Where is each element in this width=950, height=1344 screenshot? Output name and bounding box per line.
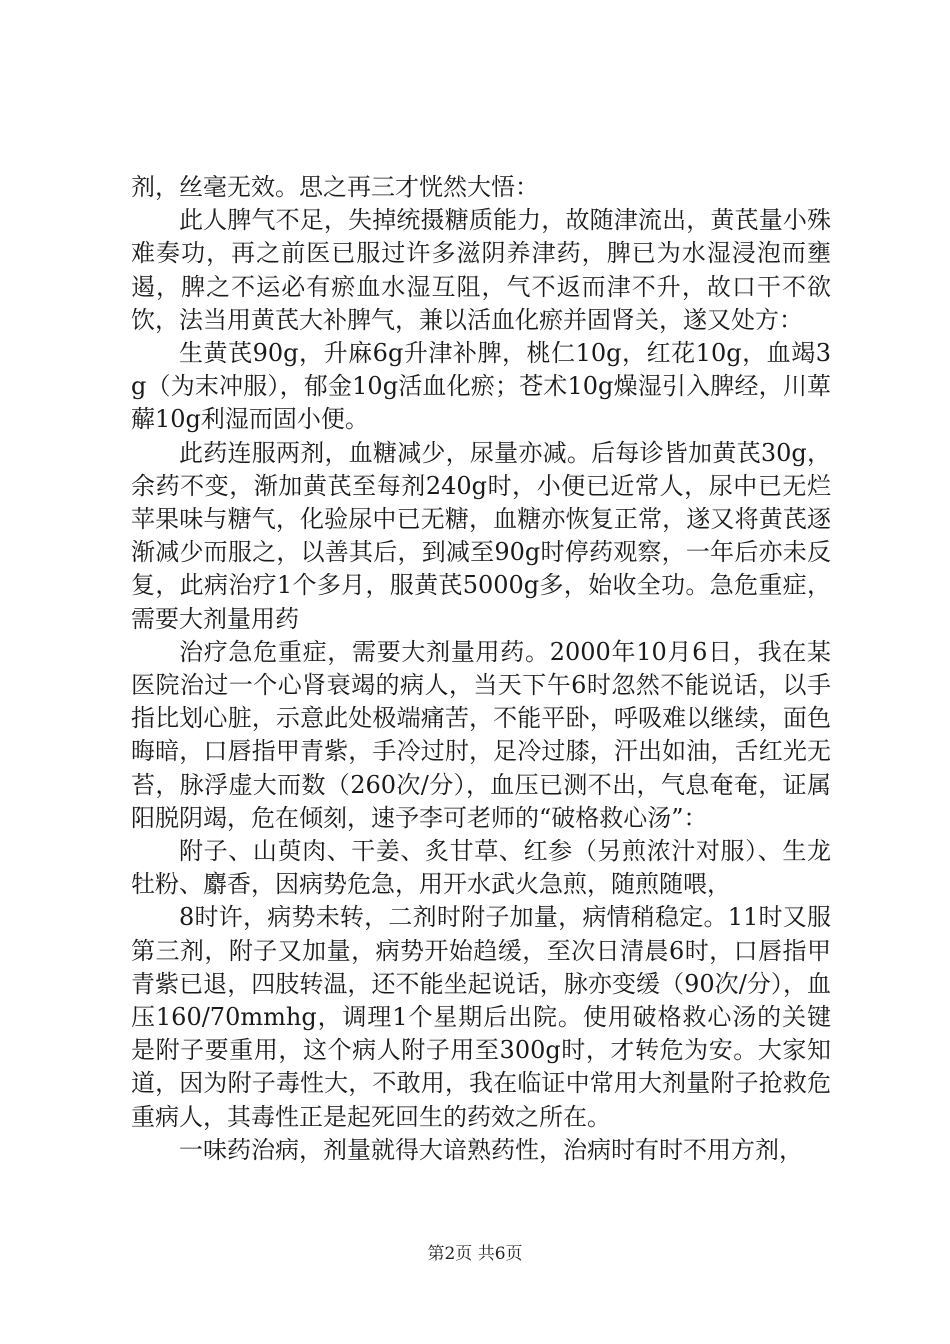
- document-body: [131, 171, 831, 1167]
- paragraph-7: 8时许，病势未转，二剂时附子加量，病情稍稳定。11时又服第三剂，附子又加量，病势开始趋缓，至次日清晨6时，口唇指甲青紫已退，四肢转温，还不能坐起说话，脉亦变缓（90次/分），血压160/70mmhg，调理1个星期后出院。使用破格救心汤的关键是附子要重用，这个病人附子用至300g时，才转危为安。大家知道，因为附子毒性大，不敢用，我在临证中常用大剂量附子抢救危重病人，其毒性正是起死回生的药效之所在。: [131, 903, 831, 1131]
- page-number-label: 第2页 共6页: [427, 1244, 523, 1264]
- paragraph-8: 一味药治病，剂量就得大谙熟药性，治病时有时不用方剂，: [179, 1135, 803, 1164]
- paragraph-6: 附子、山萸肉、干姜、炙甘草、红参（另煎浓汁对服）、生龙牡粉、麝香，因病势危急，用开水武火急煎，随煎随喂，: [131, 837, 831, 899]
- paragraph-5: 治疗急危重症，需要大剂量用药。2000年10月6日，我在某医院治过一个心肾衰竭的病人，当天下午6时忽然不能说话，以手指比划心脏，示意此处极端痛苦，不能平卧，呼吸难以继续，面色晦暗，口唇指甲青紫，手冷过肘，足冷过膝，汗出如油，舌红光无苔，脉浮虚大而数（260次/分），血压已测不出，气息奄奄，证属阳脱阴竭，危在倾刻，速予李可老师的“破格救心汤”：: [131, 637, 831, 832]
- page-footer: [0, 1244, 950, 1264]
- paragraph-2: 此人脾气不足，失掉统摄糖质能力，故随津流出，黄芪量小殊难奏功，再之前医已服过许多滋阴养津药，脾已为水湿浸泡而壅遏，脾之不运必有瘀血水湿互阻，气不返而津不升，故口干不欲饮，法当用黄芪大补脾气，兼以活血化瘀并固肾关，遂又处方：: [131, 206, 831, 334]
- paragraph-1: 剂，丝毫无效。思之再三才恍然大悟：: [131, 173, 539, 201]
- paragraph-3: 生黄芪90g，升麻6g升津补脾，桃仁10g，红花10g，血竭3g（为末冲服），郁金10g活血化瘀；苍术10g燥湿引入脾经，川萆薢10g利湿而固小便。: [131, 339, 831, 434]
- paragraph-4: 此药连服两剂，血糖减少，尿量亦减。后每诊皆加黄芪30g，余药不变，渐加黄芪至每剂240g时，小便已近常人，尿中已无烂苹果味与糖气，化验尿中已无糖，血糖亦恢复正常，遂又将黄芪逐渐减少而服之，以善其后，到减至90g时停药观察，一年后亦未反复，此病治疗1个多月，服黄芪5000g多，始收全功。急危重症，需要大剂量用药: [131, 438, 831, 633]
